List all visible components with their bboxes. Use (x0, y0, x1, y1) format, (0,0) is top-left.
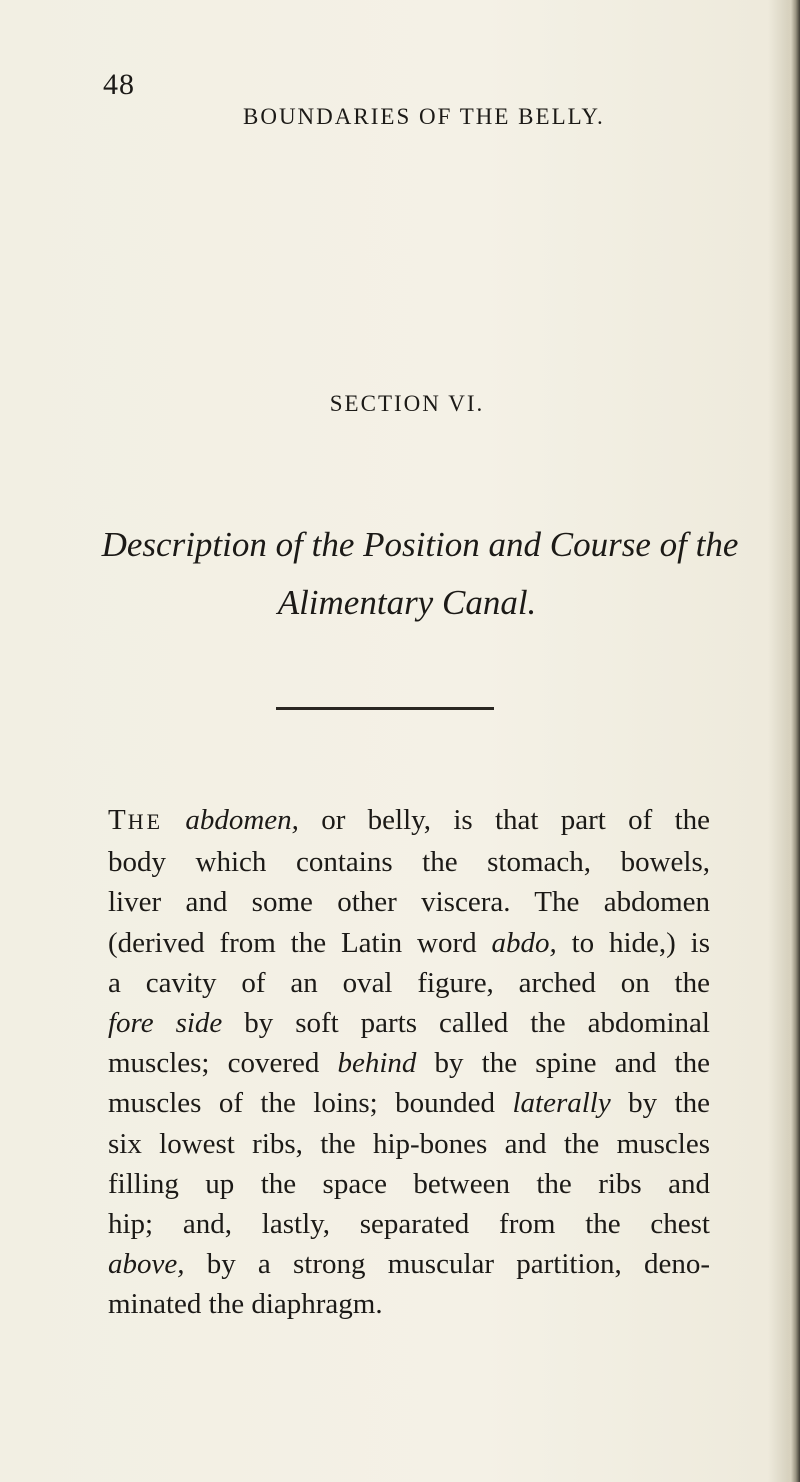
line-text: liver and some other viscera. The abdomen (108, 886, 710, 919)
line-text: minated the diaphragm. (108, 1288, 383, 1321)
lead-word-smallcaps: HE (127, 809, 164, 834)
line-text: by a strong muscular partition, deno- (184, 1248, 710, 1281)
paragraph-line (108, 1284, 710, 1324)
page-edge-shadow (786, 0, 800, 1482)
italic-term: abdomen, (185, 804, 299, 836)
paragraph-line (108, 1244, 710, 1284)
italic-term: laterally (512, 1087, 611, 1120)
page-number: 48 (103, 68, 135, 101)
italic-term: fore side (108, 1007, 223, 1040)
line-text: muscles; covered (108, 1047, 338, 1080)
paragraph-line (108, 923, 710, 963)
italic-term: above, (108, 1248, 185, 1281)
body-paragraph (108, 800, 710, 1325)
line-text: to hide,) is (556, 926, 710, 959)
paragraph-line (108, 882, 710, 922)
italic-term: abdo, (491, 926, 557, 959)
line-text: by soft parts called the abdominal (222, 1007, 710, 1040)
lead-word-text: THE (108, 804, 164, 836)
paragraph-line (108, 1164, 710, 1204)
paragraph-line (108, 842, 710, 882)
paragraph-line (108, 1043, 710, 1083)
section-heading: SECTION VI. (329, 391, 485, 416)
line-text: hip; and, lastly, separated from the chest (108, 1208, 710, 1241)
paragraph-line (108, 1124, 710, 1164)
section-subtitle-line-2: Alimentary Canal. (277, 583, 537, 622)
italic-term: behind (337, 1047, 417, 1080)
section-divider-rule (276, 707, 494, 710)
line-text: muscles of the loins; bounded (108, 1087, 513, 1120)
running-head: BOUNDARIES OF THE BELLY. (243, 104, 605, 129)
paragraph-line (108, 1204, 710, 1244)
line-text: six lowest ribs, the hip-bones and the muscles (108, 1127, 710, 1160)
paragraph-line (108, 1083, 710, 1123)
line-text: (derived from the Latin word (108, 926, 492, 959)
line-text: or belly, is that part of the (298, 804, 710, 836)
section-subtitle-line-1: Description of the Position and Course of the (101, 525, 739, 564)
line-text: by the spine and the (416, 1047, 710, 1080)
line-text: by the (610, 1087, 710, 1120)
paragraph-line (108, 963, 710, 1003)
line-text: body which contains the stomach, bowels, (108, 846, 710, 879)
paragraph-line (108, 800, 710, 842)
line-text: filling up the space between the ribs and (108, 1167, 710, 1200)
line-text: a cavity of an oval figure, arched on the (108, 966, 710, 999)
lead-word (108, 804, 163, 836)
paragraph-line (108, 1003, 710, 1043)
